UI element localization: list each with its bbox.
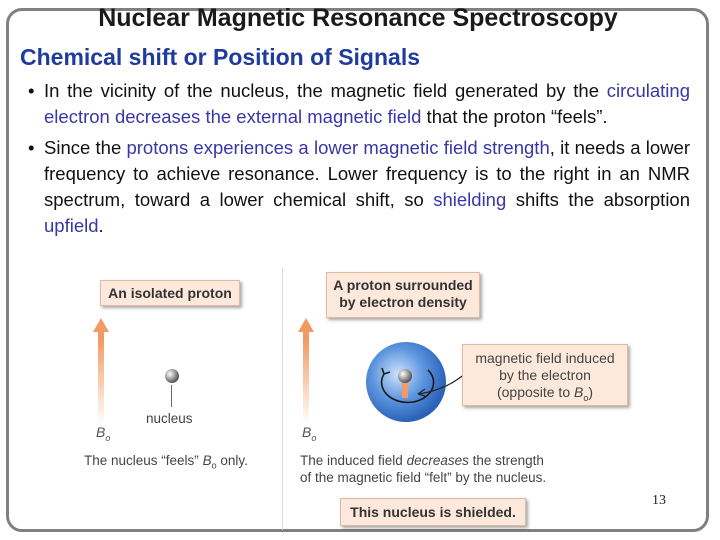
left-caption: The nucleus “feels” $B_o$ only. (84, 453, 248, 471)
bullet-dot: • (28, 80, 35, 101)
bullet-2-text-end: . (98, 215, 104, 236)
surrounded-proton-label: A proton surrounded by electron density (326, 272, 480, 318)
b0-label-right: $B_o$ (302, 424, 317, 443)
b0-arrow-right (303, 330, 309, 424)
b0-label-left: $B_o$ (96, 424, 111, 443)
induced-field-label: magnetic field induced by the electron (opposite to $B_o$) (462, 344, 628, 406)
bullet-2-shielding: shielding (433, 189, 507, 210)
slide-title: Nuclear Magnetic Resonance Spectroscopy (98, 4, 618, 32)
bullet-2-upfield: upfield (44, 215, 99, 236)
bullet-1-text: In the vicinity of the nucleus, the magnetic field generated by the (44, 80, 607, 101)
bullet-dot: • (28, 137, 35, 158)
right-caption: The induced field decreases the strength of the magnetic field “felt” by the nucleus. (300, 453, 547, 485)
page-number: 13 (652, 493, 666, 508)
isolated-proton-label: An isolated proton (100, 280, 240, 306)
bullet-item (28, 135, 690, 239)
nucleus-pointer-line (171, 385, 172, 407)
bullet-2-highlight: protons experiences a lower magnetic field strength (126, 137, 550, 158)
nucleus-label: nucleus (146, 411, 193, 426)
bullet-2-text-mid: , it needs a lower frequency to achieve resonance. Lower frequency is to the right in an NMR spectrum, toward a lower chemical shift, so (44, 137, 690, 210)
bullet-1-highlight: circulating electron decreases the external magnetic field (44, 80, 690, 127)
panel-divider (282, 268, 283, 530)
bullet-2-text-mid2: shifts the absorption (506, 189, 691, 210)
bullet-1-text-end: that the proton “feels”. (421, 106, 608, 127)
shielded-label: This nucleus is shielded. (340, 498, 526, 526)
b0-arrow-left (98, 330, 104, 424)
bullet-2-text: Since the (44, 137, 127, 158)
bullet-item (28, 78, 690, 130)
nucleus-sphere-left (162, 366, 182, 386)
slide-subtitle: Chemical shift or Position of Signals (20, 44, 420, 70)
bullet-list (28, 78, 690, 244)
shielding-figure (82, 268, 642, 530)
